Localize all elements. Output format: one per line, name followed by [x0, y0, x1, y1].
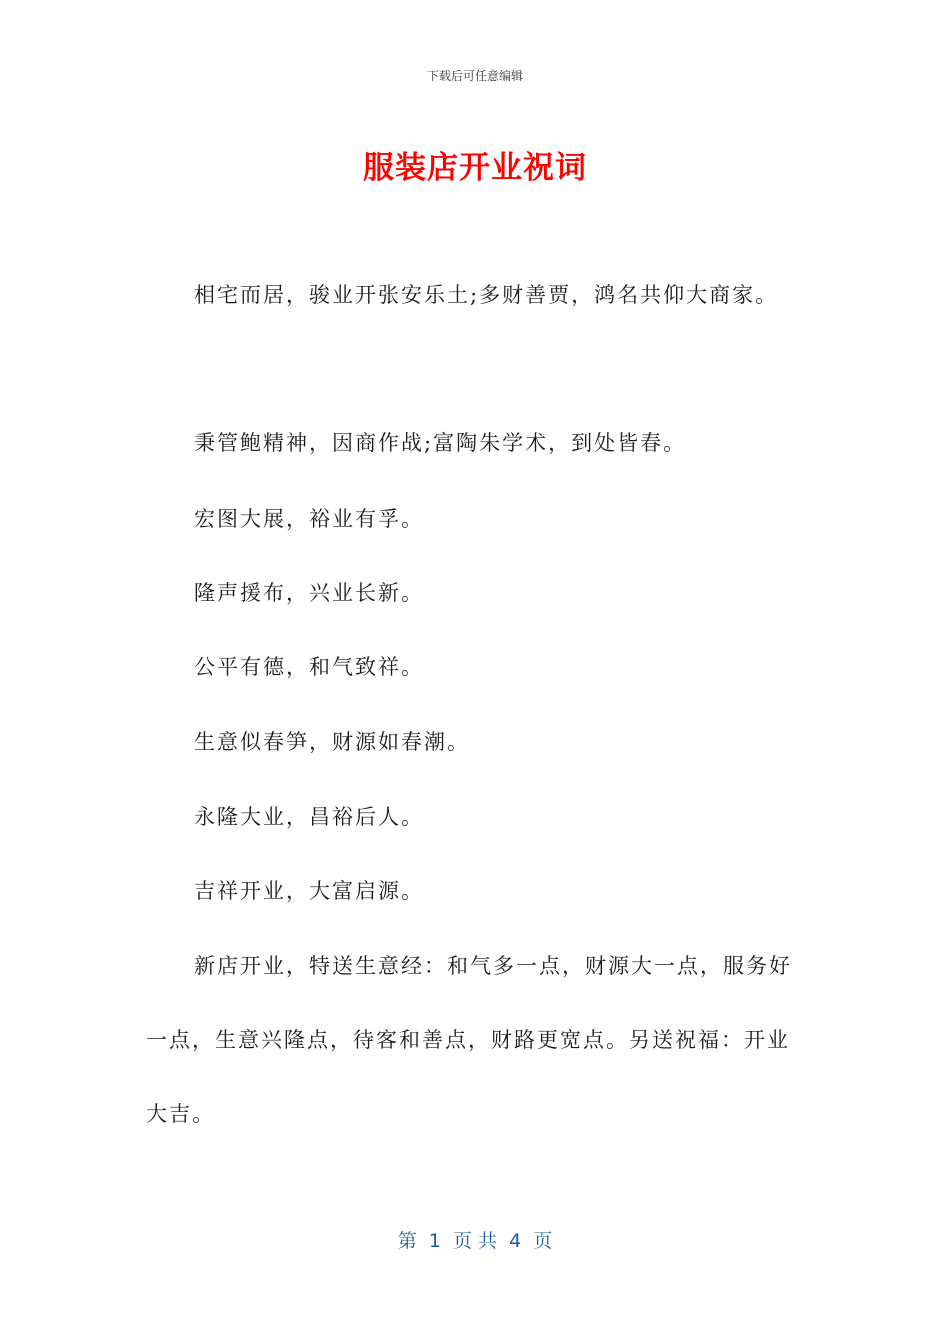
paragraph-3: 宏图大展，裕业有孚。 [194, 507, 424, 531]
page-number-footer: 第 1 页 共 4 页 [397, 1230, 553, 1252]
paragraph-1: 相宅而居，骏业开张安乐土;多财善贾，鸿名共仰大商家。 [194, 283, 779, 307]
header-note: 下载后可任意编辑 [426, 69, 523, 83]
paragraph-5: 公平有德，和气致祥。 [194, 655, 424, 679]
paragraph-7: 永隆大业，昌裕后人。 [194, 805, 424, 829]
paragraph-6: 生意似春笋，财源如春潮。 [194, 730, 470, 754]
paragraph-8: 吉祥开业，大富启源。 [194, 879, 424, 903]
document-title: 服装店开业祝词 [363, 150, 587, 186]
paragraph-9: 新店开业，特送生意经：和气多一点，财源大一点，服务好一点，生意兴隆点，待客和善点，财路更宽点。另送祝福：开业大吉。 [146, 954, 792, 1126]
paragraph-4: 隆声援布，兴业长新。 [194, 581, 424, 605]
paragraph-2: 秉管鲍精神，因商作战;富陶朱学术，到处皆春。 [194, 431, 687, 455]
